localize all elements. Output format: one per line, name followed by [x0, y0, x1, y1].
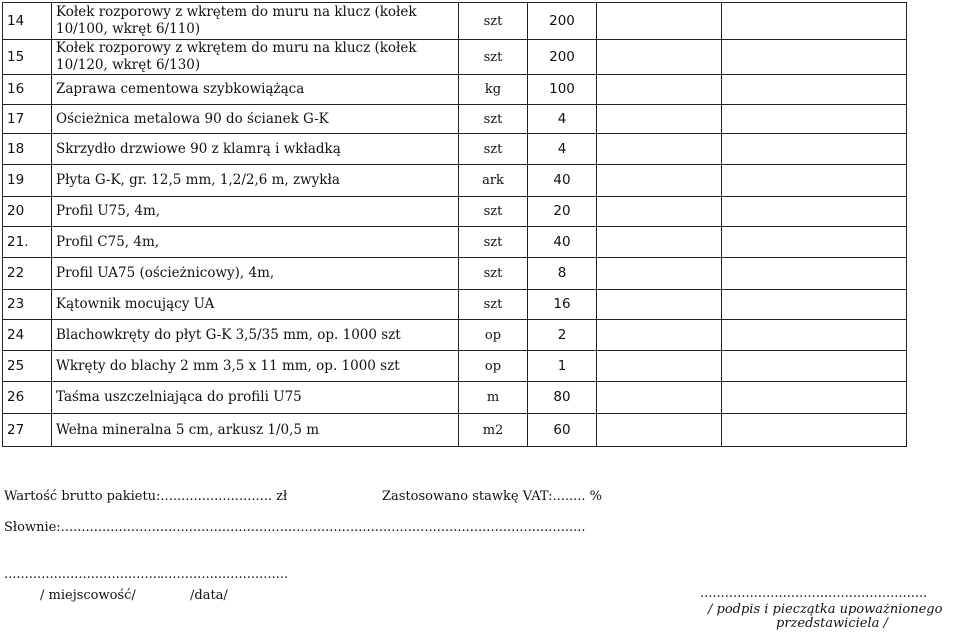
- item-quantity: 40: [528, 165, 597, 197]
- item-quantity: 200: [528, 40, 597, 75]
- empty-cell: [722, 258, 907, 290]
- item-name: Kątownik mocujący UA: [52, 290, 459, 320]
- empty-cell: [722, 227, 907, 258]
- table-row: [3, 382, 907, 414]
- empty-cell: [597, 414, 722, 447]
- item-quantity: 80: [528, 382, 597, 414]
- table-row: [3, 227, 907, 258]
- item-name: Skrzydło drzwiowe 90 z klamrą i wkładką: [52, 134, 459, 165]
- table-row: [3, 40, 907, 75]
- empty-cell: [722, 382, 907, 414]
- place-label: / miejscowość/: [40, 588, 136, 603]
- empty-cell: [597, 227, 722, 258]
- place-dots: ......................................: [4, 567, 162, 582]
- item-unit: op: [459, 320, 528, 351]
- item-quantity: 20: [528, 197, 597, 227]
- empty-cell: [722, 414, 907, 447]
- signature-label-line1: / podpis i pieczątka upoważnionego: [708, 602, 943, 617]
- empty-cell: [597, 3, 722, 40]
- empty-cell: [722, 165, 907, 197]
- item-unit: szt: [459, 197, 528, 227]
- item-name: Kołek rozporowy z wkrętem do muru na klucz (kołek 10/120, wkręt 6/130): [52, 40, 459, 75]
- row-number: 15: [3, 40, 52, 75]
- item-name: Blachowkręty do płyt G-K 3,5/35 mm, op. 1000 szt: [52, 320, 459, 351]
- row-number: 17: [3, 105, 52, 134]
- empty-cell: [722, 290, 907, 320]
- item-quantity: 40: [528, 227, 597, 258]
- empty-cell: [597, 382, 722, 414]
- item-name: Płyta G-K, gr. 12,5 mm, 1,2/2,6 m, zwykła: [52, 165, 459, 197]
- empty-cell: [597, 320, 722, 351]
- table-row: [3, 75, 907, 105]
- row-number: 25: [3, 351, 52, 382]
- item-unit: szt: [459, 290, 528, 320]
- empty-cell: [597, 197, 722, 227]
- empty-cell: [722, 197, 907, 227]
- empty-cell: [722, 40, 907, 75]
- item-unit: szt: [459, 134, 528, 165]
- empty-cell: [597, 351, 722, 382]
- table-row: [3, 351, 907, 382]
- item-unit: szt: [459, 105, 528, 134]
- item-name: Zaprawa cementowa szybkowiążąca: [52, 75, 459, 105]
- item-quantity: 60: [528, 414, 597, 447]
- date-label: /data/: [190, 588, 228, 603]
- item-name: Profil UA75 (ościeżnicowy), 4m,: [52, 258, 459, 290]
- table-row: [3, 320, 907, 351]
- date-dots: ...............................: [160, 567, 289, 582]
- empty-cell: [722, 3, 907, 40]
- item-quantity: 200: [528, 3, 597, 40]
- item-name: Kołek rozporowy z wkrętem do muru na klucz (kołek 10/100, wkręt 6/110): [52, 3, 459, 40]
- items-table: [2, 2, 907, 447]
- table-row: [3, 414, 907, 447]
- table-row: [3, 258, 907, 290]
- item-unit: m: [459, 382, 528, 414]
- item-unit: szt: [459, 3, 528, 40]
- row-number: 24: [3, 320, 52, 351]
- item-quantity: 1: [528, 351, 597, 382]
- row-number: 27: [3, 414, 52, 447]
- item-name: Wełna mineralna 5 cm, arkusz 1/0,5 m: [52, 414, 459, 447]
- empty-cell: [597, 105, 722, 134]
- row-number: 23: [3, 290, 52, 320]
- empty-cell: [722, 134, 907, 165]
- item-unit: op: [459, 351, 528, 382]
- vat-rate-field: Zastosowano stawkę VAT:........ %: [382, 489, 603, 504]
- item-name: Taśma uszczelniająca do profili U75: [52, 382, 459, 414]
- item-name: Profil U75, 4m,: [52, 197, 459, 227]
- item-quantity: 2: [528, 320, 597, 351]
- item-quantity: 8: [528, 258, 597, 290]
- item-name: Wkręty do blachy 2 mm 3,5 x 11 mm, op. 1000 szt: [52, 351, 459, 382]
- item-quantity: 4: [528, 134, 597, 165]
- row-number: 18: [3, 134, 52, 165]
- signature-label-line2: przedstawiciela /: [776, 616, 888, 631]
- empty-cell: [597, 290, 722, 320]
- item-unit: szt: [459, 40, 528, 75]
- row-number: 22: [3, 258, 52, 290]
- empty-cell: [722, 320, 907, 351]
- row-number: 21.: [3, 227, 52, 258]
- item-unit: ark: [459, 165, 528, 197]
- item-quantity: 4: [528, 105, 597, 134]
- item-name: Ościeżnica metalowa 90 do ścianek G-K: [52, 105, 459, 134]
- item-unit: szt: [459, 258, 528, 290]
- empty-cell: [597, 75, 722, 105]
- row-number: 14: [3, 3, 52, 40]
- row-number: 16: [3, 75, 52, 105]
- signature-dots: .......................................................: [700, 586, 928, 601]
- item-name: Profil C75, 4m,: [52, 227, 459, 258]
- empty-cell: [722, 105, 907, 134]
- empty-cell: [597, 258, 722, 290]
- gross-value-field: Wartość brutto pakietu:........................... zł: [4, 489, 288, 504]
- items-table-body: [3, 3, 907, 447]
- table-row: [3, 197, 907, 227]
- table-row: [3, 290, 907, 320]
- table-row: [3, 3, 907, 40]
- amount-in-words-field: Słownie:...............................................................................................................................: [4, 520, 586, 535]
- item-unit: m2: [459, 414, 528, 447]
- item-unit: kg: [459, 75, 528, 105]
- table-row: [3, 134, 907, 165]
- row-number: 20: [3, 197, 52, 227]
- item-quantity: 100: [528, 75, 597, 105]
- empty-cell: [597, 165, 722, 197]
- table-row: [3, 165, 907, 197]
- item-quantity: 16: [528, 290, 597, 320]
- row-number: 26: [3, 382, 52, 414]
- empty-cell: [597, 134, 722, 165]
- item-unit: szt: [459, 227, 528, 258]
- empty-cell: [597, 40, 722, 75]
- table-row: [3, 105, 907, 134]
- empty-cell: [722, 75, 907, 105]
- row-number: 19: [3, 165, 52, 197]
- empty-cell: [722, 351, 907, 382]
